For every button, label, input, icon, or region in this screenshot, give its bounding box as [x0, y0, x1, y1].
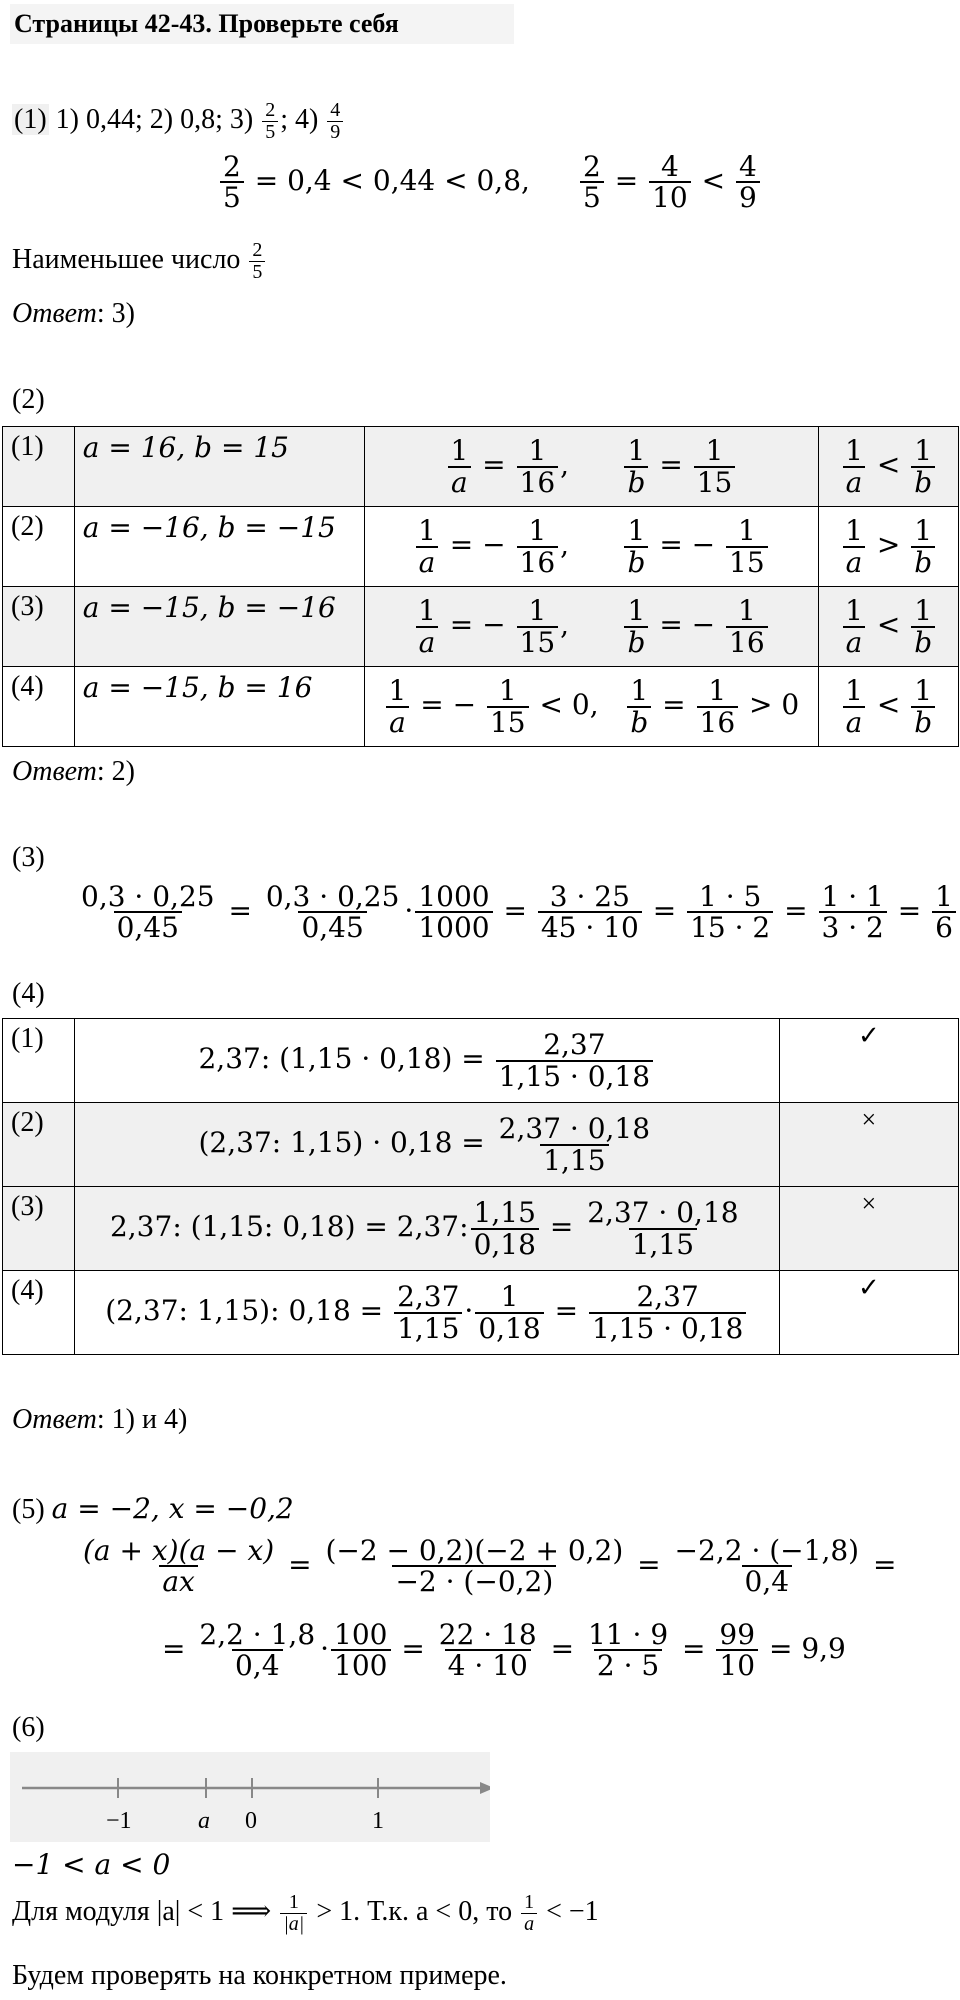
- cross-mark-icon: ×: [779, 1103, 958, 1187]
- s3-expression: $\frac{0,3 \cdot 0,25}{0,45}$ = $\frac{0,3 \cdot 0,25}{0,45}$ · $\frac{1000}{1000}$ = $\frac{3 \cdot 25}{45 \cdot 10}$ = $\frac{1 \cdot 5}{15 \cdot 2}$ = $\frac{1 \cdot 1}{3 \cdot 2}$ = $\frac{1}{6}$: [76, 882, 958, 943]
- table-row: (2) a = −16, b = −15 $\frac{1}{a}$ = − $\frac{1}{16}$ , $\frac{1}{b}$ = − $\frac{1}{15}$ $\frac{1}{a}$ > $\frac{1}{b}$: [3, 507, 959, 587]
- table-row: (4) (2,37: 1,15): 0,18 = $\frac{2,37}{1,15}$ · $\frac{1}{0,18}$ = $\frac{2,37}{1,15 \cdot 0,18}$ ✓: [3, 1271, 959, 1355]
- s4-table: [2, 1018, 959, 1355]
- s1-label: (1): [14, 103, 47, 135]
- s1-eq2: $\frac{2}{5}$ = $\frac{4}{10}$ < $\frac{4}{9}$: [578, 152, 762, 213]
- s1-opt4-fraction: $\frac{4}{9}$: [327, 100, 343, 143]
- s4-label: (4): [12, 978, 45, 1009]
- s2-label: (2): [12, 384, 45, 415]
- s3-label: (3): [12, 842, 45, 873]
- s6-label: (6): [12, 1712, 45, 1743]
- s5-line1: $\frac{(a + x)(a - x)}{ax}$ = $\frac{(-2 - 0,2)(-2 + 0,2)}{-2 \cdot (-0,2)}$ = $\frac{-2,2 \cdot (-1,8)}{0,4}$ =: [83, 1534, 897, 1599]
- tick-label: a: [198, 1808, 210, 1834]
- s1-options-line: [12, 100, 345, 143]
- s1-opt3-fraction: $\frac{2}{5}$: [262, 100, 278, 143]
- check-mark-icon: ✓: [779, 1019, 958, 1103]
- tick-label: 1: [372, 1808, 384, 1834]
- table-row: (3) a = −15, b = −16 $\frac{1}{a}$ = − $\frac{1}{15}$ , $\frac{1}{b}$ = − $\frac{1}{16}$ $\frac{1}{a}$ < $\frac{1}{b}$: [3, 587, 959, 667]
- s6-inequality: −1 < a < 0: [12, 1848, 171, 1881]
- s1-smallest: Наименьшее число $\frac{2}{5}$: [12, 240, 267, 283]
- s6-last-line: Будем проверять на конкретном примере.: [12, 1960, 507, 1991]
- table-row: (1) a = 16, b = 15 $\frac{1}{a}$ = $\frac{1}{16}$ , $\frac{1}{b}$ = $\frac{1}{15}$ $\frac{1}{a}$ < $\frac{1}{b}$: [3, 427, 959, 507]
- check-mark-icon: ✓: [779, 1271, 958, 1355]
- table-row: (4) a = −15, b = 16 $\frac{1}{a}$ = − $\frac{1}{15}$ < 0, $\frac{1}{b}$ = $\frac{1}{16}$ > 0 $\frac{1}{a}$ < $\frac{1}{b}$: [3, 667, 959, 747]
- number-line: [10, 1752, 490, 1842]
- s1-sep: ; 4): [280, 103, 319, 135]
- page-title: Страницы 42-43. Проверьте себя: [10, 4, 514, 44]
- s5-line2: = $\frac{2,2 \cdot 1,8}{0,4}$ · $\frac{100}{100}$ = $\frac{22 \cdot 18}{4 \cdot 10}$ = $\frac{11 \cdot 9}{2 \cdot 5}$ = $\frac{99}{10}$ = 9,9: [162, 1618, 846, 1683]
- s2-table: [2, 426, 959, 747]
- s6-modulus-text: Для модуля |a| < 1 ⟹ $\frac{1}{|a|}$ > 1. Т.к. a < 0, то $\frac{1}{a}$ < −1: [12, 1891, 599, 1935]
- s1-answer: Ответ: 3): [12, 298, 135, 329]
- s1-options: 1) 0,44; 2) 0,8; 3): [55, 103, 254, 135]
- table-row: (2) (2,37: 1,15) · 0,18 = $\frac{2,37 \cdot 0,18}{1,15}$ ×: [3, 1103, 959, 1187]
- number-line-svg: [10, 1752, 490, 1842]
- s5-given: (5) a = −2, x = −0,2: [12, 1492, 294, 1525]
- cross-mark-icon: ×: [779, 1187, 958, 1271]
- s2-answer: Ответ: 2): [12, 756, 135, 787]
- table-row: (3) 2,37: (1,15: 0,18) = 2,37: $\frac{1,15}{0,18}$ = $\frac{2,37 \cdot 0,18}{1,15}$ ×: [3, 1187, 959, 1271]
- table-row: (1) 2,37: (1,15 · 0,18) = $\frac{2,37}{1,15 \cdot 0,18}$ ✓: [3, 1019, 959, 1103]
- tick-label: 0: [245, 1808, 257, 1834]
- s1-eq1: $\frac{2}{5}$ = 0,4 < 0,44 < 0,8,: [218, 152, 530, 213]
- tick-label: −1: [106, 1808, 132, 1834]
- s4-answer: Ответ: 1) и 4): [12, 1404, 188, 1435]
